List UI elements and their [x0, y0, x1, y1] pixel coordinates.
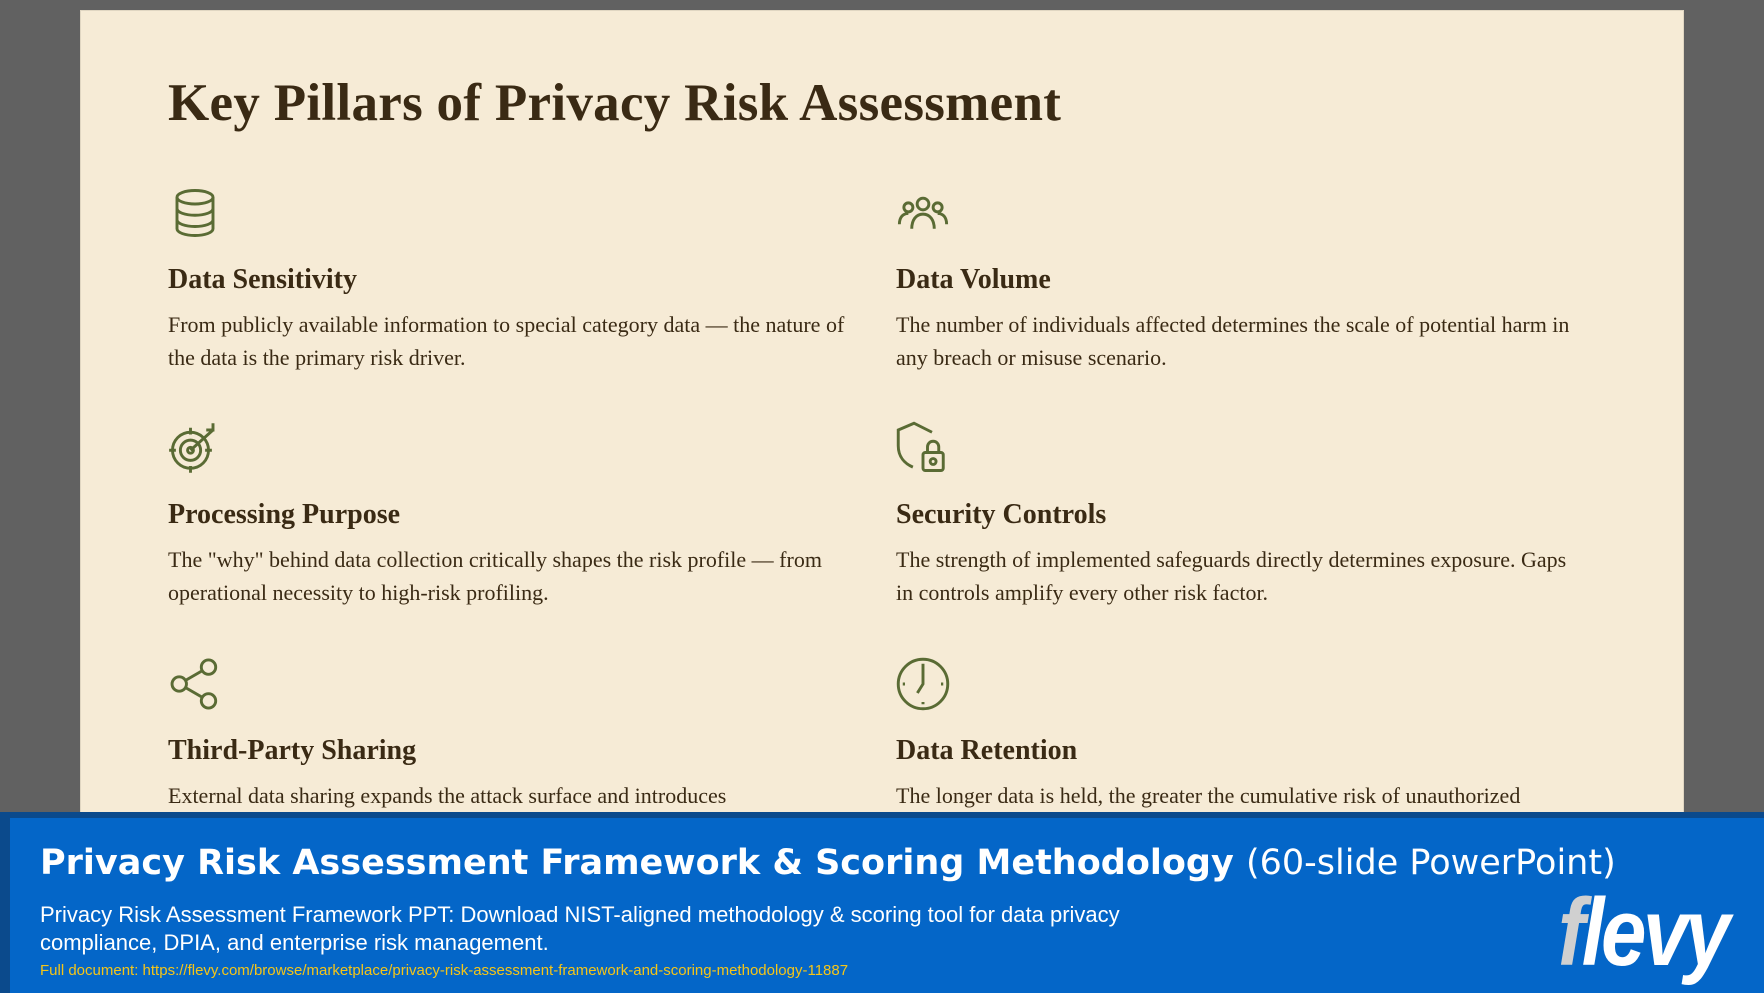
- pillar-heading: Processing Purpose: [168, 499, 401, 530]
- pillar-heading: Data Volume: [896, 264, 1051, 295]
- pillar-text: External data sharing expands the attack surface and introduces: [168, 783, 727, 808]
- pillar-processing-purpose: [168, 421, 838, 605]
- pillar-heading: Data Sensitivity: [168, 264, 357, 295]
- pillar-text: From publicly available information to special category data — the nature of the data is the primary risk driver.: [168, 312, 845, 370]
- pillar-security-controls: [896, 421, 1567, 605]
- pillar-data-volume: [896, 186, 1570, 370]
- share-icon: [168, 657, 222, 711]
- shield-lock-icon: [896, 421, 950, 475]
- pillar-heading: Security Controls: [896, 499, 1107, 530]
- pillar-heading: Data Retention: [896, 735, 1078, 766]
- clock-icon: [896, 657, 950, 711]
- pillar-third-party-sharing: [168, 657, 838, 808]
- promo-banner: [0, 812, 1764, 993]
- banner-subtitle: Privacy Risk Assessment Framework PPT: Download NIST-aligned methodology & scoring tool for data privacy compliance, DPIA, and enterprise risk management.: [40, 902, 1120, 955]
- pillar-text: The longer data is held, the greater the cumulative risk of unauthorized: [896, 783, 1521, 808]
- document-link[interactable]: Full document: https://flevy.com/browse/marketplace/privacy-risk-assessment-framework-and-scoring-methodology-11887: [40, 962, 849, 979]
- pillar-heading: Third-Party Sharing: [168, 735, 417, 766]
- database-icon: [168, 186, 222, 240]
- banner-title-main: Privacy Risk Assessment Framework & Scoring Methodology: [40, 843, 1234, 883]
- slide: [80, 10, 1684, 840]
- banner-title: [40, 843, 1616, 883]
- banner-title-suffix: (60-slide PowerPoint): [1245, 843, 1616, 883]
- pillar-text: The "why" behind data collection critically shapes the risk profile — from operational necessity to high-risk profiling.: [168, 547, 822, 605]
- pillar-data-retention: [896, 657, 1566, 808]
- target-icon: [168, 421, 222, 475]
- pillar-data-sensitivity: [168, 186, 845, 370]
- pillar-text: The strength of implemented safeguards directly determines exposure. Gaps in controls amplify every other risk factor.: [896, 547, 1567, 605]
- slide-title: Key Pillars of Privacy Risk Assessment: [168, 74, 1062, 132]
- pillar-text: The number of individuals affected determines the scale of potential harm in any breach or misuse scenario.: [896, 312, 1570, 370]
- users-icon: [896, 186, 950, 240]
- flevy-logo[interactable]: flevy: [1558, 879, 1727, 986]
